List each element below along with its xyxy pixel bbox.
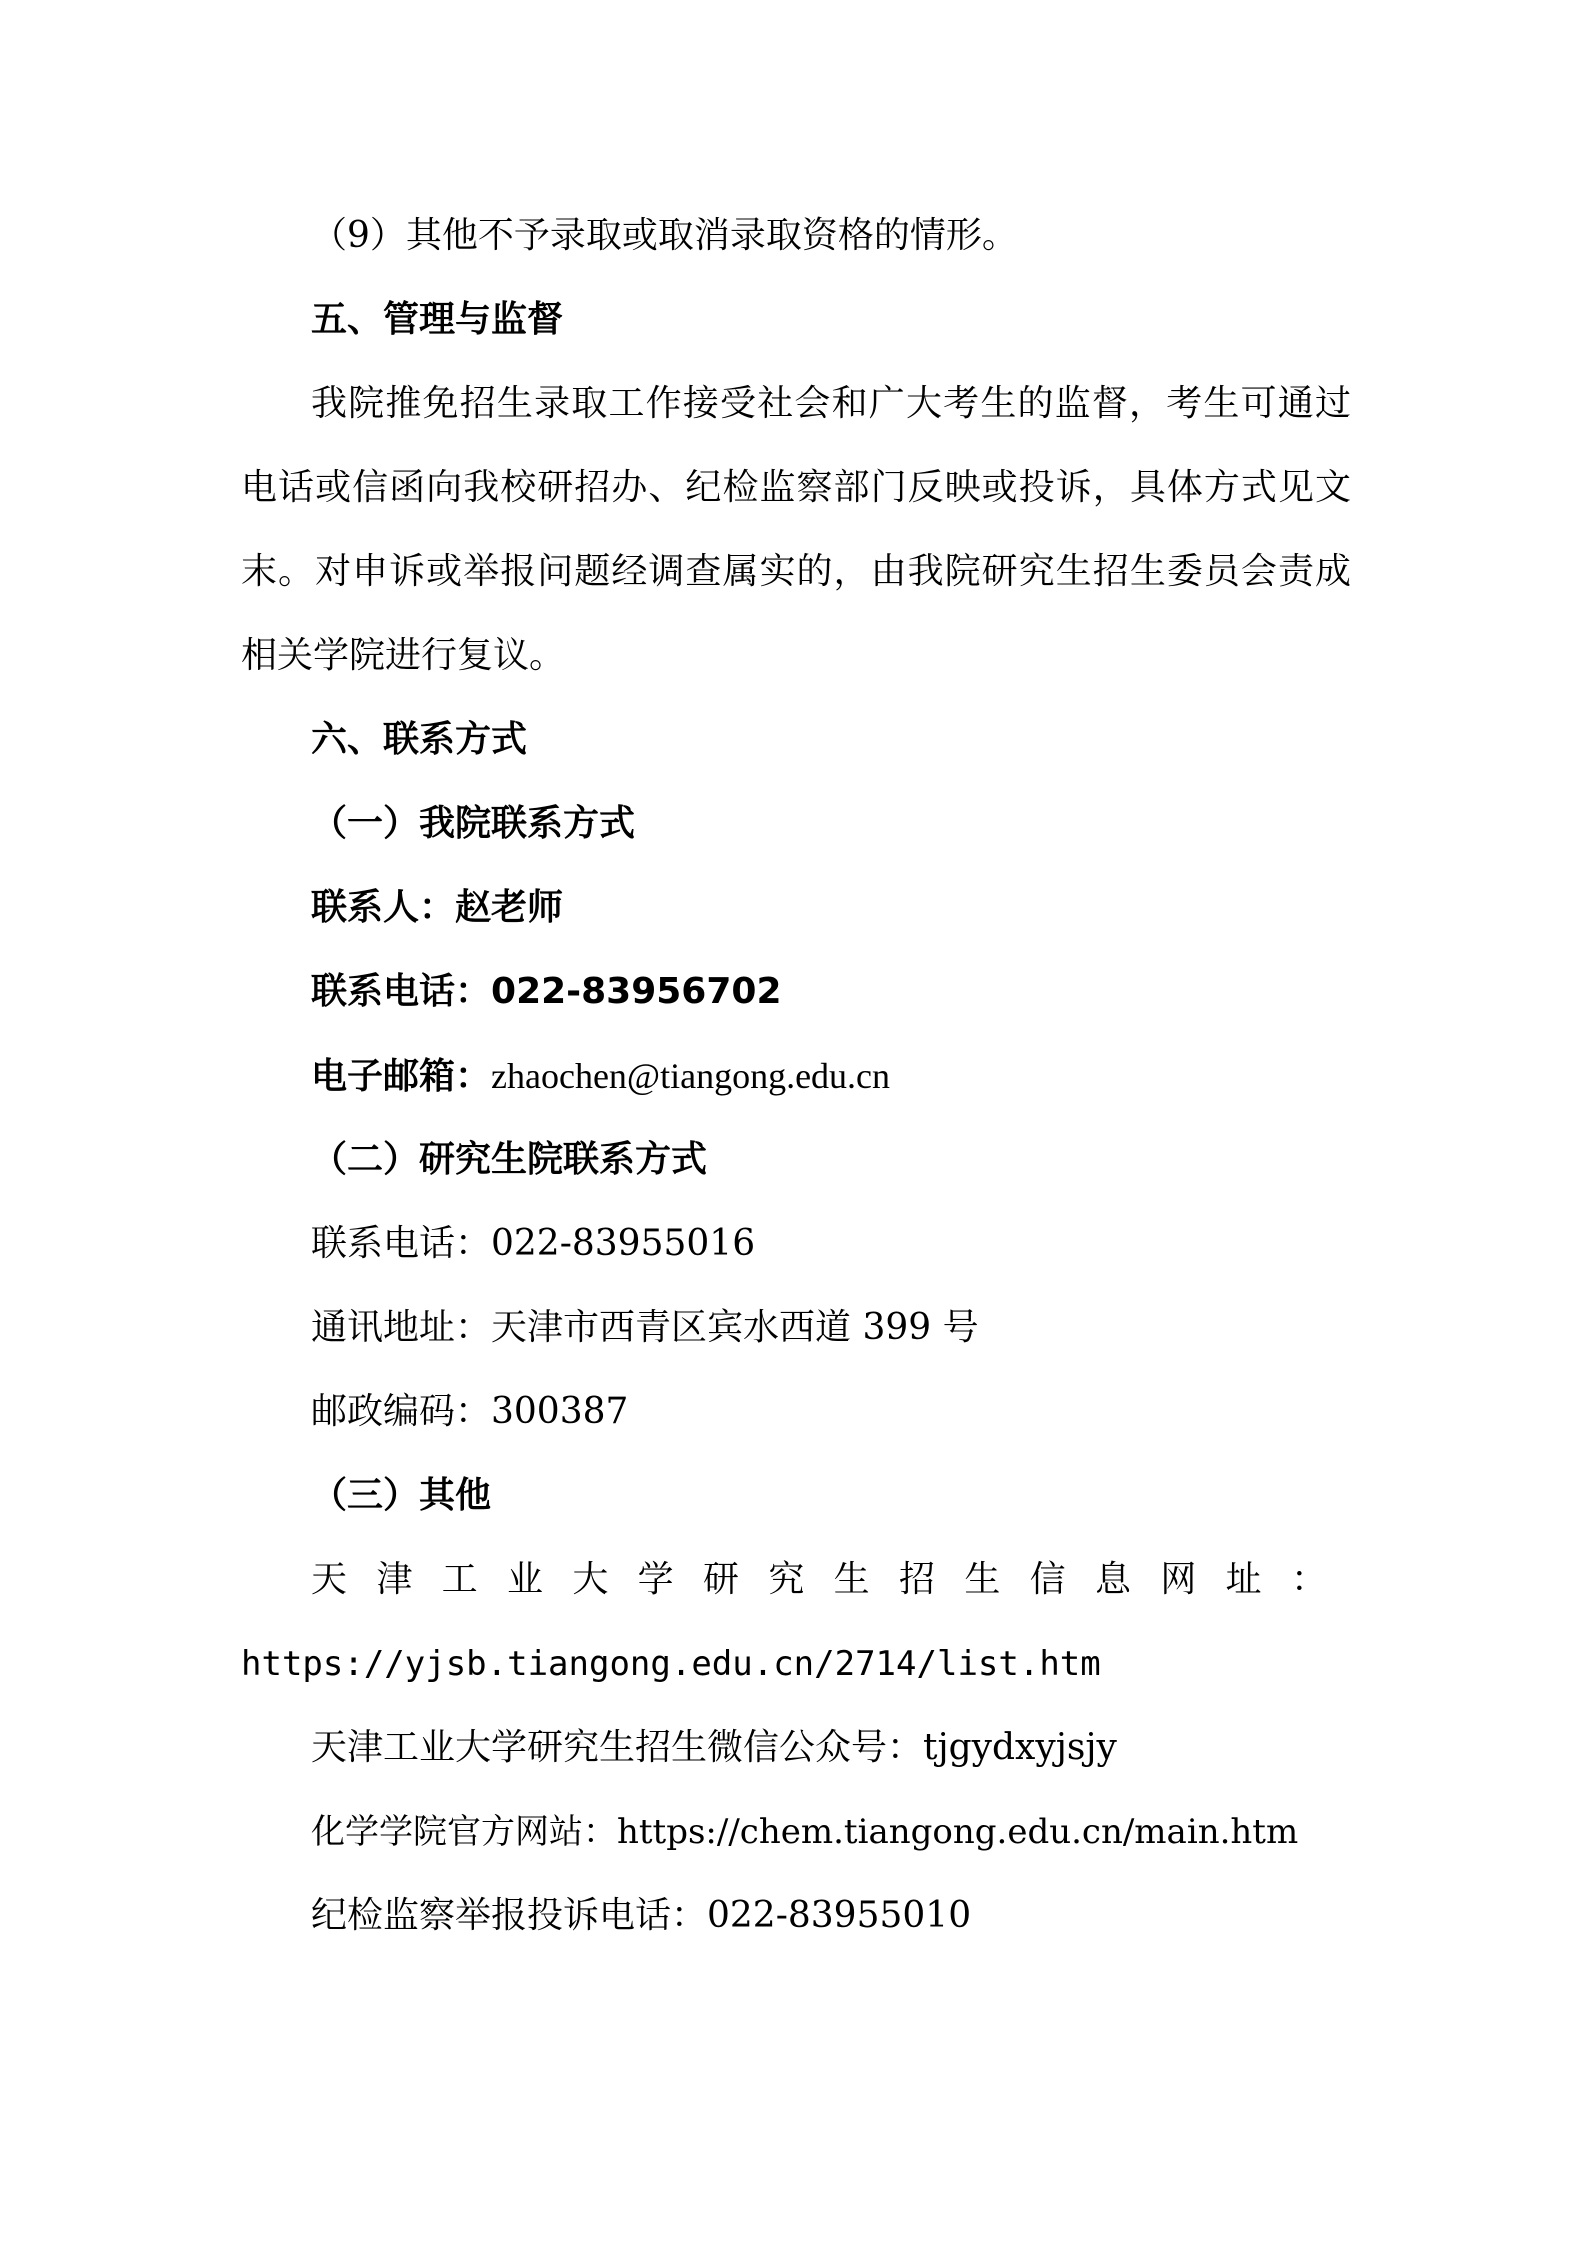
admission-site-url[interactable]: https://yjsb.tiangong.edu.cn/2714/list.htm (241, 1644, 1101, 1684)
college-email-value[interactable]: zhaochen@tiangong.edu.cn (491, 1056, 891, 1096)
grad-school-address: 通讯地址：天津市西青区宾水西道 399 号 (311, 1307, 979, 1348)
section-5-heading: 五、管理与监督 (311, 299, 564, 340)
contact-person-value: 赵老师 (455, 887, 564, 928)
college-phone-label: 联系电话： (311, 971, 492, 1012)
complaint-phone: 纪检监察举报投诉电话：022-83955010 (311, 1895, 972, 1936)
grad-school-postcode: 邮政编码：300387 (311, 1391, 629, 1432)
contact-person-row (311, 886, 563, 930)
item-9-text: （9）其他不予录取或取消录取资格的情形。 (311, 215, 1018, 256)
college-email-row (311, 1054, 890, 1099)
admission-site-label: 天津工业大学研究生招生信息网址： (311, 1559, 1351, 1600)
sub-3-heading: （三）其他 (311, 1475, 492, 1516)
section-5-para-line-4: 相关学院进行复议。 (241, 635, 566, 676)
section-5-para-line-3: 末。对申诉或举报问题经调查属实的，由我院研究生招生委员会责成 (241, 551, 1351, 592)
sub-2-heading: （二）研究生院联系方式 (311, 1139, 708, 1180)
college-phone-value: 022-83956702 (491, 971, 782, 1012)
section-6-heading: 六、联系方式 (311, 719, 528, 760)
grad-school-phone: 联系电话：022-83955016 (311, 1223, 756, 1264)
college-phone-row (311, 970, 782, 1014)
sub-1-heading: （一）我院联系方式 (311, 803, 636, 844)
contact-person-label: 联系人： (311, 887, 456, 928)
section-5-para-line-1: 我院推免招生录取工作接受社会和广大考生的监督，考生可通过 (311, 383, 1351, 424)
college-email-label: 电子邮箱： (311, 1056, 492, 1097)
wechat-account: 天津工业大学研究生招生微信公众号：tjgydxyjsjy (311, 1727, 1117, 1768)
section-5-para-line-2: 电话或信函向我校研招办、纪检监察部门反映或投诉，具体方式见文 (241, 467, 1351, 508)
chemistry-site[interactable]: 化学学院官方网站：https://chem.tiangong.edu.cn/main.htm (311, 1812, 1299, 1852)
